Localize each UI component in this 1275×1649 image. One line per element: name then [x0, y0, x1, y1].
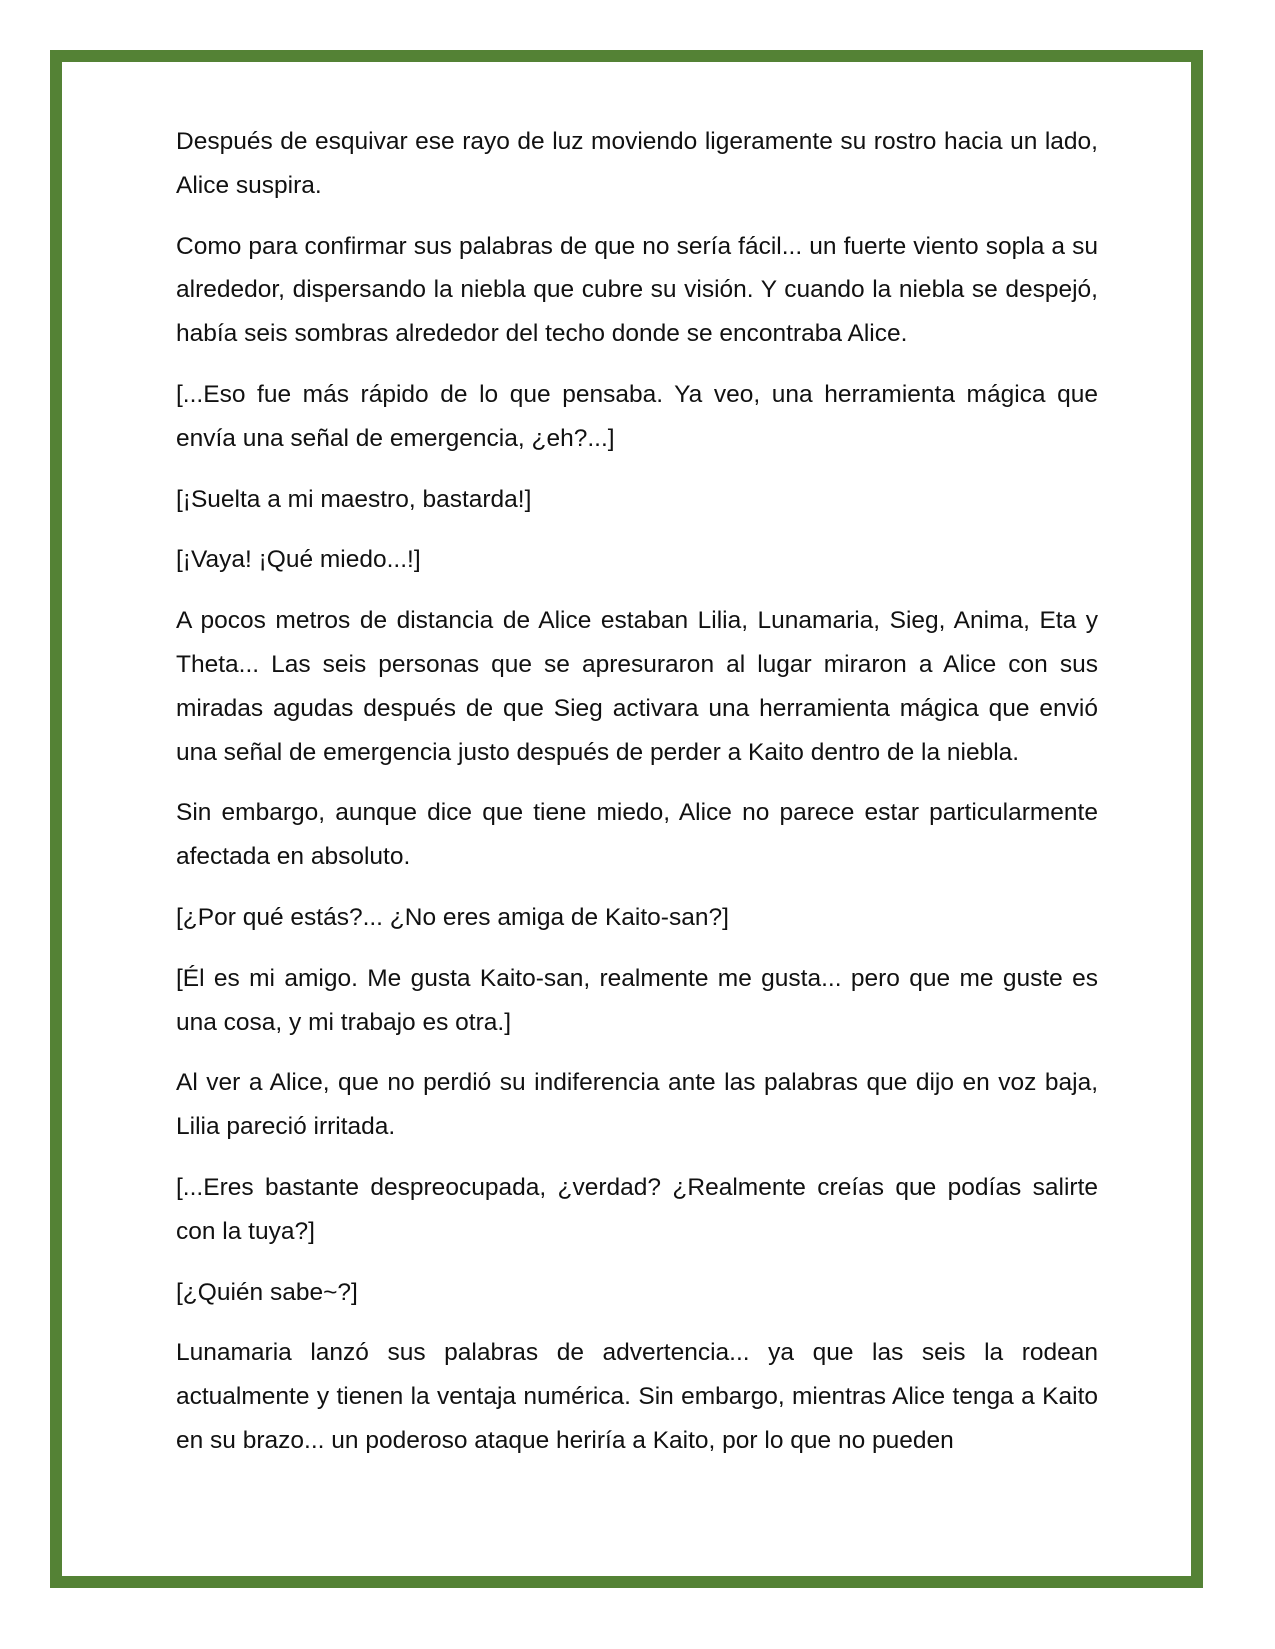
- paragraph-6: A pocos metros de distancia de Alice estaban Lilia, Lunamaria, Sieg, Anima, Eta y Theta... Las seis personas que se apresuraron al lugar miraron a Alice con sus miradas agudas después de que Sieg activara una herramienta mágica que envió una señal de emergencia justo después de perder a Kaito dentro de la niebla.: [176, 607, 1098, 766]
- paragraph-10: Al ver a Alice, que no perdió su indiferencia ante las palabras que dijo en voz baja, Lilia pareció irritada.: [176, 1069, 1098, 1141]
- paragraph-9: [Él es mi amigo. Me gusta Kaito-san, realmente me gusta... pero que me guste es una cosa, y mi trabajo es otra.]: [176, 964, 1098, 1036]
- document-body: [176, 120, 1098, 1480]
- paragraph-1: Después de esquivar ese rayo de luz moviendo ligeramente su rostro hacia un lado, Alice suspira.: [176, 128, 1098, 199]
- paragraph-11: [...Eres bastante despreocupada, ¿verdad? ¿Realmente creías que podías salirte con la tuya?]: [176, 1173, 1098, 1245]
- paragraph-12: [¿Quién sabe~?]: [176, 1278, 358, 1306]
- paragraph-7: Sin embargo, aunque dice que tiene miedo, Alice no parece estar particularmente afectada en absoluto.: [176, 799, 1098, 871]
- paragraph-3: [...Eso fue más rápido de lo que pensaba. Ya veo, una herramienta mágica que envía una señal de emergencia, ¿eh?...]: [176, 380, 1098, 452]
- paragraph-8: [¿Por qué estás?... ¿No eres amiga de Kaito-san?]: [176, 903, 729, 931]
- paragraph-2: Como para confirmar sus palabras de que no sería fácil... un fuerte viento sopla a su alrededor, dispersando la niebla que cubre su visión. Y cuando la niebla se despejó, había seis sombras alrededor del techo donde se encontraba Alice.: [176, 232, 1098, 348]
- paragraph-5: [¡Vaya! ¡Qué miedo...!]: [176, 546, 421, 574]
- paragraph-4: [¡Suelta a mi maestro, bastarda!]: [176, 485, 532, 513]
- paragraph-13: Lunamaria lanzó sus palabras de advertencia... ya que las seis la rodean actualmente y tienen la ventaja numérica. Sin embargo, mientras Alice tenga a Kaito en su brazo... un poderoso ataque heriría a Kaito, por lo que no pueden: [176, 1339, 1098, 1454]
